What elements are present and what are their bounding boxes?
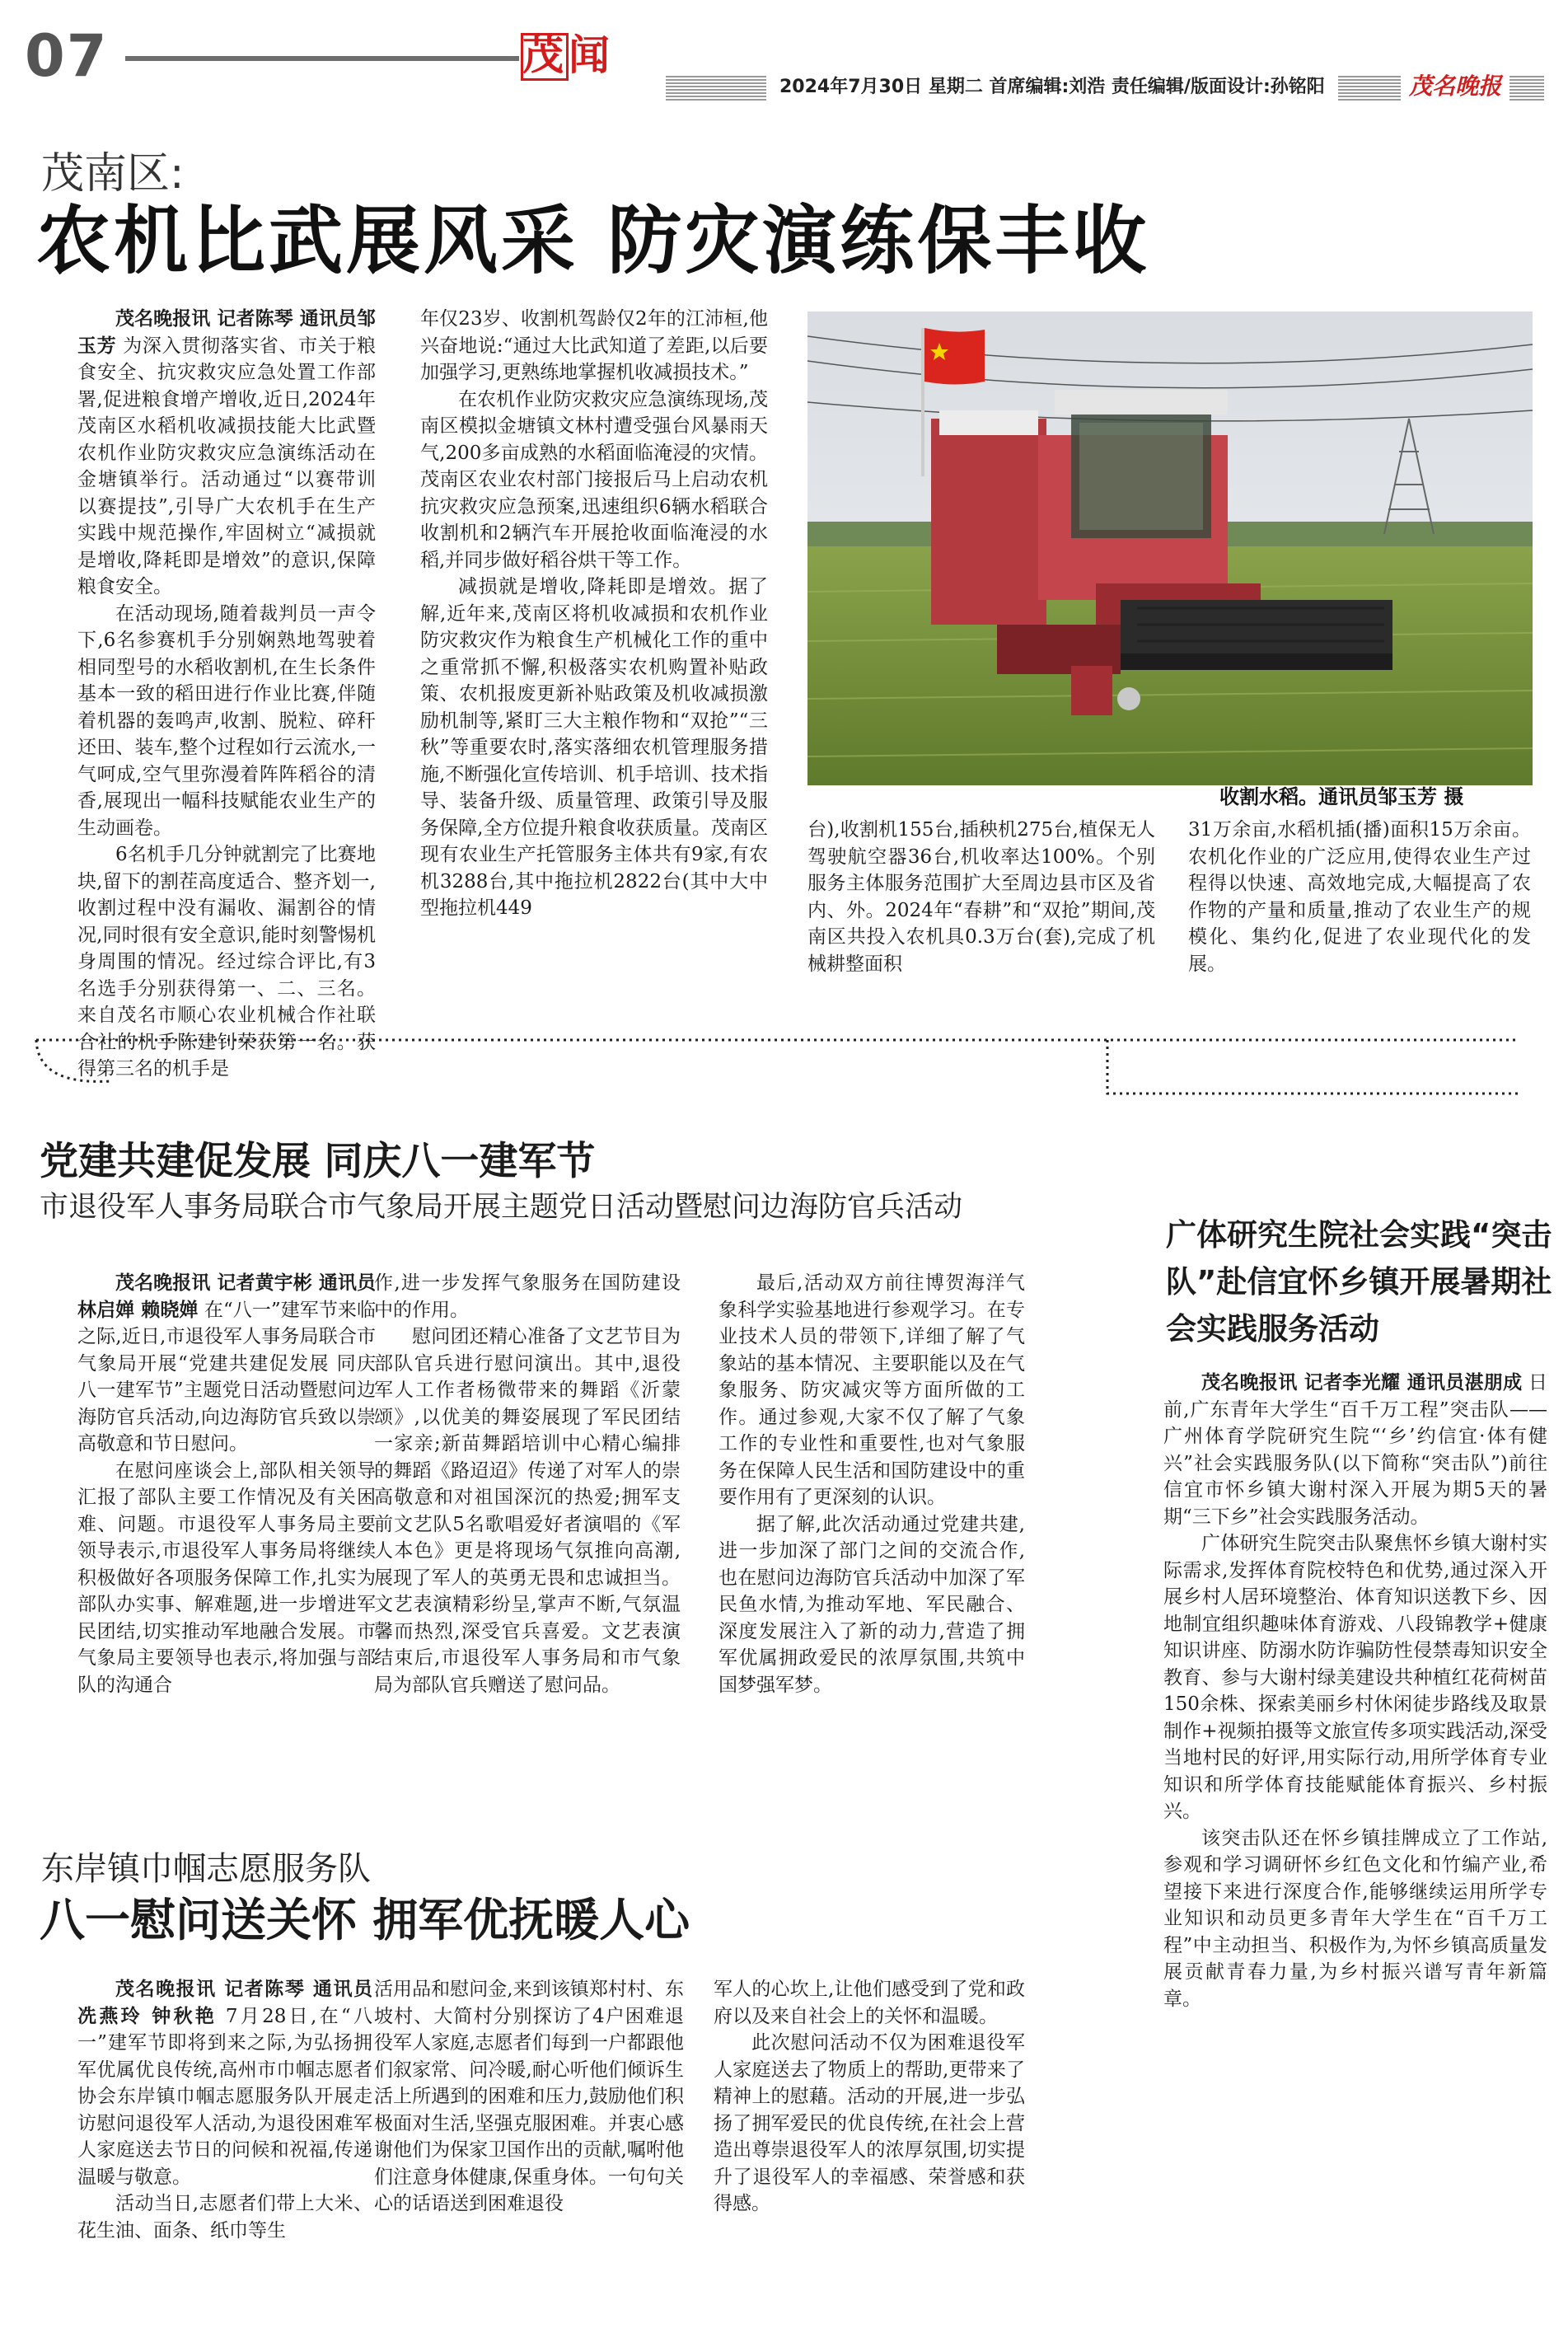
article4-kicker: 东岸镇巾帼志愿服务队 <box>41 1850 371 1888</box>
article2-byline: 茂名晚报讯 记者黄宇彬 通讯员林启婵 赖晓婵 <box>77 1272 376 1321</box>
article1-column-1 <box>77 306 377 1080</box>
article3-byline: 茂名晚报讯 记者李光耀 通讯员湛朋成 <box>1201 1372 1523 1394</box>
article2-subheadline: 市退役军人事务局联合市气象局开展主题党日活动暨慰问边海防官兵活动 <box>40 1191 963 1224</box>
article2-column-3 <box>718 1270 1025 1794</box>
paragraph: 该突击队还在怀乡镇挂牌成立了工作站,参观和学习调研怀乡红色文化和竹编产业,希望接下来进行深度合作,能够继续运用所学专业知识和动员更多青年大学生在“百千万工程”中主动担当、积极作为,为怀乡镇高质量发展贡献青春力量,为乡村振兴谱写青年新篇章。 <box>1163 1827 1547 2010</box>
paragraph: 7月28日,在“八一”建军节即将到来之际,为弘扬拥军优属优良传统,高州市巾帼志愿者协会东岸镇巾帼志愿服务队开展走访慰问退役军人活动,为退役困难军人家庭送去节日的问候和祝福,传递温暖与敬意。 <box>77 2005 372 2188</box>
harvester-photo <box>807 311 1533 785</box>
section-first-char: 茂 <box>522 31 567 79</box>
harvester-illustration <box>807 311 1533 785</box>
paragraph: 在慰问座谈会上,部队相关领导汇报了部队主要工作情况及有关困难、问题。市退役军人事务局主要领导表示,市退役军人事务局将继续积极做好各项服务保障工作,扎实为部队办实事、解难题,进一步增进军民团结,切实推动军地融合发展。市气象局主要领导也表示,将加强与部队的沟通合 <box>77 1459 376 1696</box>
paragraph: 活用品和慰问金,来到该镇郑村村、东坡村、大简村分别探访了4户困难退役军人家庭,志愿者们每到一户都跟他们叙家常、问冷暖,耐心听他们倾诉生活上所遇到的困难和压力,鼓励他们积极面对生活,坚强克服困难。并衷心感谢他们为保家卫国作出的贡献,嘱咐他们注意身体健康,保重身体。一句句关心的话语送到困难退役 <box>374 1979 684 2214</box>
article3-body <box>1163 1370 1547 2218</box>
article3-headline: 广体研究生院社会实践“突击队”赴信宜怀乡镇开展暑期社会实践服务活动 <box>1166 1217 1552 1347</box>
paragraph: 31万余亩,水稻机插(播)面积15万余亩。农机化作业的广泛应用,使得农业生产过程得以快速、高效地完成,大幅提高了农作物的产量和质量,推动了农业生产的规模化、集约化,促进了农业现代化的发展。 <box>1188 819 1531 975</box>
article1-byline: 茂名晚报讯 记者陈琴 通讯员邹玉芳 <box>77 308 376 357</box>
article4-headline: 八一慰问送关怀 拥军优抚暖人心 <box>40 1894 690 1946</box>
divider-line <box>36 1007 1519 1106</box>
paragraph: 军人的心坎上,让他们感受到了党和政府以及来自社会上的关怀和温暖。 <box>714 1979 1025 2027</box>
paragraph: 作,进一步发挥气象服务在国防建设中的作用。 <box>374 1272 681 1321</box>
article4-column-3 <box>714 1976 1025 2299</box>
paragraph: 6名机手几分钟就割完了比赛地块,留下的割茬高度适合、整齐划一,收割过程中没有漏收、漏割谷的情况,同时很有安全意识,能时刻警惕机身周围的情况。经过综合评比,有3名选手分别获得第一、二、三名。来自茂名市顺心农业机械合作社联合社的机手陈建钊荣获第一名。获得第三名的机手是 <box>77 844 376 1080</box>
article4-byline: 茂名晚报讯 记者陈琴 通讯员冼燕玲 钟秋艳 <box>77 1979 372 2027</box>
paragraph: 活动当日,志愿者们带上大米、花生油、面条、纸巾等生 <box>77 2193 372 2241</box>
paragraph: 最后,活动双方前往博贺海洋气象科学实验基地进行参观学习。在专业技术人员的带领下,详细了解了气象站的基本情况、主要职能以及在气象服务、防灾减灾等方面所做的工作。通过参观,大家不仅了解了气象工作的专业性和重要性,也对气象服务在保障人民生活和国防建设中的重要作用有了更深刻的认识。 <box>718 1272 1025 1508</box>
article4-column-2 <box>374 1976 684 2299</box>
newspaper-logo: 茂名晚报 <box>1401 71 1509 102</box>
article4-column-1 <box>77 1976 372 2299</box>
section-second-char: 闻 <box>569 31 613 79</box>
page-number: 07 <box>25 22 109 90</box>
photo-caption: 收割水稻。通讯员邹玉芳 摄 <box>1219 785 1464 808</box>
article1-column-3 <box>807 817 1155 981</box>
paragraph: 据了解,此次活动通过党建共建,进一步加深了部门之间的交流合作,也在慰问边海防官兵活动中加深了军民鱼水情,为推动军地、军民融合、深度发展注入了新的动力,营造了拥军优属拥政爱民的浓厚氛围,共筑中国梦强军梦。 <box>718 1513 1025 1696</box>
paragraph: 在农机作业防灾救灾应急演练现场,茂南区模拟金塘镇文林村遭受强台风暴雨天气,200多亩成熟的水稻面临淹浸的灾情。茂南区农业农村部门接报后马上启动农机抗灾救灾应急预案,迅速组织6辆水稻联合收割机和2辆汽车开展抢收面临淹浸的水稻,并同步做好稻谷烘干等工作。 <box>420 388 768 571</box>
paragraph: 台),收割机155台,插秧机275台,植保无人驾驶航空器36台,机收率达100%。个别服务主体服务范围扩大至周边县市区及省内、外。2024年“春耕”和“双抢”期间,茂南区共投入农机具0.3万台(套),完成了机械耕整面积 <box>807 819 1155 975</box>
paragraph: 日前,广东青年大学生“百千万工程”突击队——广州体育学院研究生院“‘乡’约信宜·体有健兴”社会实践服务队(以下简称“突击队”)前往信宜市怀乡镇大谢村深入开展为期5天的暑期“三下乡”社会实践服务活动。 <box>1163 1372 1548 1528</box>
article2-column-1 <box>77 1270 376 1794</box>
paragraph: 广体研究生院突击队聚焦怀乡镇大谢村实际需求,发挥体育院校特色和优势,通过深入开展乡村人居环境整治、体育知识送教下乡、因地制宜组织趣味体育游戏、八段锦教学+健康知识讲座、防溺水防诈骗防性侵禁毒知识安全教育、参与大谢村绿美建设共种植红花荷树苗150余株、探索美丽乡村休闲徒步路线及取景制作+视频拍摄等文旅宣传多项实践活动,深受当地村民的好评,用实际行动,用所学体育专业知识和所学体育技能赋能体育振兴、乡村振兴。 <box>1163 1533 1547 1822</box>
article2-headline: 党建共建促发展 同庆八一建军节 <box>40 1139 596 1184</box>
paragraph: 此次慰问活动不仅为困难退役军人家庭送去了物质上的帮助,更带来了精神上的慰藉。活动的开展,进一步弘扬了拥军爱民的优良传统,在社会上营造出尊崇退役军人的浓厚氛围,切实提升了退役军人的幸福感、荣誉感和获得感。 <box>714 2032 1025 2214</box>
paragraph: 在活动现场,随着裁判员一声令下,6名参赛机手分别娴熟地驾驶着相同型号的水稻收割机,在生长条件基本一致的稻田进行作业比赛,伴随着机器的轰鸣声,收割、脱粒、碎秆还田、装车,整个过程如行云流水,一气呵成,空气里弥漫着阵阵稻谷的清香,展现出一幅科技赋能农业生产的生动画卷。 <box>77 602 376 839</box>
issue-info: 2024年7月30日 星期二 首席编辑:刘浩 责任编辑/版面设计:孙铭阳 <box>766 73 1338 102</box>
article1-column-2 <box>420 306 768 986</box>
article1-headline: 农机比武展风采 防灾演练保丰收 <box>36 198 1150 284</box>
article1-column-4 <box>1188 817 1531 981</box>
section-name <box>521 30 618 81</box>
paragraph: 年仅23岁、收割机驾龄仅2年的江沛桓,他兴奋地说:“通过大比武知道了差距,以后要加强学习,更熟练地掌握机收减损技术。” <box>420 308 768 383</box>
paragraph: 减损就是增收,降耗即是增效。据了解,近年来,茂南区将机收减损和农机作业防灾救灾作为粮食生产机械化工作的重中之重常抓不懈,积极落实农机购置补贴政策、农机报废更新补贴政策及机收减损激励机制等,紧盯三大主粮作物和“双抢”“三秋”等重要农时,落实落细农机管理服务措施,不断强化宣传培训、机手培训、技术指导、装备升级、质量管理、政策引导及服务保障,全方位提升粮食收获质量。茂南区现有农业生产托管服务主体共有9家,有农机3288台,其中拖拉机2822台(其中大中型拖拉机449 <box>420 576 768 919</box>
paragraph: 慰问团还精心准备了文艺节目为部队官兵进行慰问演出。其中,退役军人工作者杨微带来的舞蹈《沂蒙颂》,以优美的舞姿展现了军民团结一家亲;新苗舞蹈培训中心精心编排的舞蹈《路迢迢》传递了对军人的崇高敬意和对祖国深沉的热爱;拥军支前文艺队5名歌唱爱好者演唱的《军人本色》更是将现场气氛推向高潮,展现了军人的英勇无畏和忠诚担当。文艺表演精彩纷呈,掌声不断,气氛温馨而热烈,深受官兵喜爱。文艺表演结束后,市退役军人事务局和市气象局为部队官兵赠送了慰问品。 <box>374 1326 681 1696</box>
header-rule <box>125 56 519 61</box>
section-divider <box>36 1007 1519 1106</box>
paragraph: 为深入贯彻落实省、市关于粮食安全、抗灾救灾应急处置工作部署,促进粮食增产增收,近日,2024年茂南区水稻机收减损技能大比武暨农机作业防灾救灾应急演练活动在金塘镇举行。活动通过“以赛带训 以赛提技”,引导广大农机手在生产实践中规范操作,牢固树立“减损就是增收,降耗即是增效”的意识,保障粮食安全。 <box>77 335 377 597</box>
article1-kicker: 茂南区: <box>41 149 185 199</box>
article2-column-2 <box>374 1270 681 1794</box>
paragraph: 在“八一”建军节来临之际,近日,市退役军人事务局联合市气象局开展“党建共建促发展 同庆八一建军节”主题党日活动暨慰问边海防官兵活动,向边海防官兵致以崇高敬意和节日慰问。 <box>77 1299 376 1454</box>
